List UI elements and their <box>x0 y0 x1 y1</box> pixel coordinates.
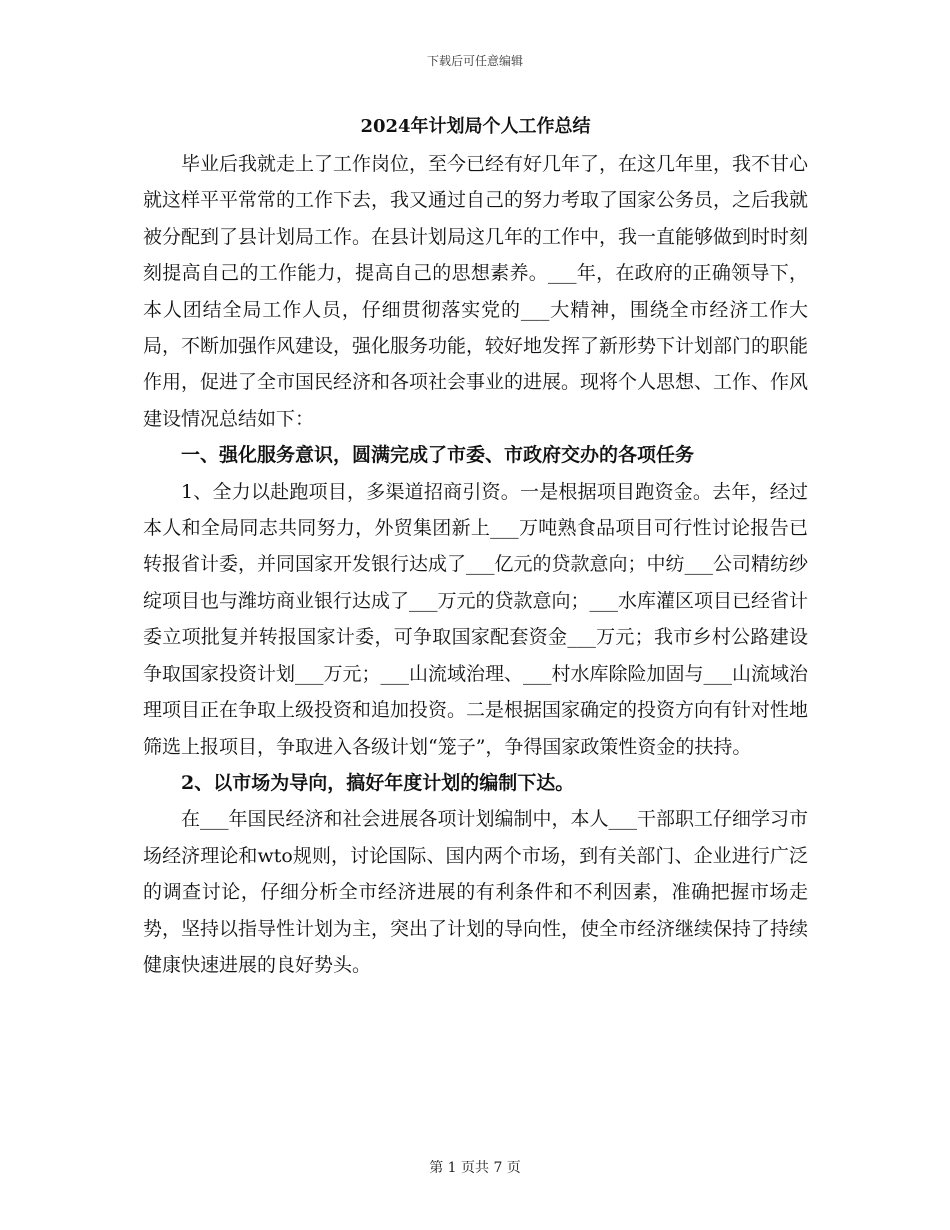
page-footer: 第 1 页共 7 页 <box>429 1160 521 1176</box>
section-1-paragraph: 1、全力以赴跑项目，多渠道招商引资。一是根据项目跑资金。去年，经过本人和全局同志共同努力，外贸集团新上___万吨熟食品项目可行性讨论报告已转报省计委，并同国家开发银行达成了___亿元的贷款意向；中纺___公司精纺纱绽项目也与潍坊商业银行达成了___万元的贷款意向；___水库灌区项目已经省计委立项批复并转报国家计委，可争取国家配套资金___万元；我市乡村公路建设争取国家投资计划___万元；___山流域治理、___村水库除险加固与___山流域治理项目正在争取上级投资和追加投资。二是根据国家确定的投资方向有针对性地筛选上报项目，争取进入各级计划“笼子”，争得国家政策性资金的扶持。 <box>143 480 809 758</box>
section-1-heading: 一、强化服务意识，圆满完成了市委、市政府交办的各项任务 <box>181 444 695 467</box>
header-note: 下载后可任意编辑 <box>426 54 523 68</box>
intro-paragraph: 毕业后我就走上了工作岗位，至今已经有好几年了，在这几年里，我不甘心就这样平平常常的工作下去，我又通过自己的努力考取了国家公务员，之后我就被分配到了县计划局工作。在县计划局这几年的工作中，我一直能够做到时时刻刻提高自己的工作能力，提高自己的思想素养。___年，在政府的正确领导下，本人团结全局工作人员，仔细贯彻落实党的___大精神，围绕全市经济工作大局，不断加强作风建设，强化服务功能，较好地发挥了新形势下计划部门的职能作用，促进了全市国民经济和各项社会事业的进展。现将个人思想、工作、作风建设情况总结如下： <box>143 153 809 430</box>
section-2-paragraph: 在___年国民经济和社会进展各项计划编制中，本人___干部职工仔细学习市场经济理论和wto规则，讨论国际、国内两个市场，到有关部门、企业进行广泛的调查讨论，仔细分析全市经济进展的有利条件和不利因素，准确把握市场走势，坚持以指导性计划为主，突出了计划的导向性，使全市经济继续保持了持续健康快速进展的良好势头。 <box>143 808 809 976</box>
document-title: 2024年计划局个人工作总结 <box>360 116 591 137</box>
document-body <box>143 108 808 983</box>
section-2-heading: 2、以市场为导向，搞好年度计划的编制下达。 <box>181 771 575 794</box>
